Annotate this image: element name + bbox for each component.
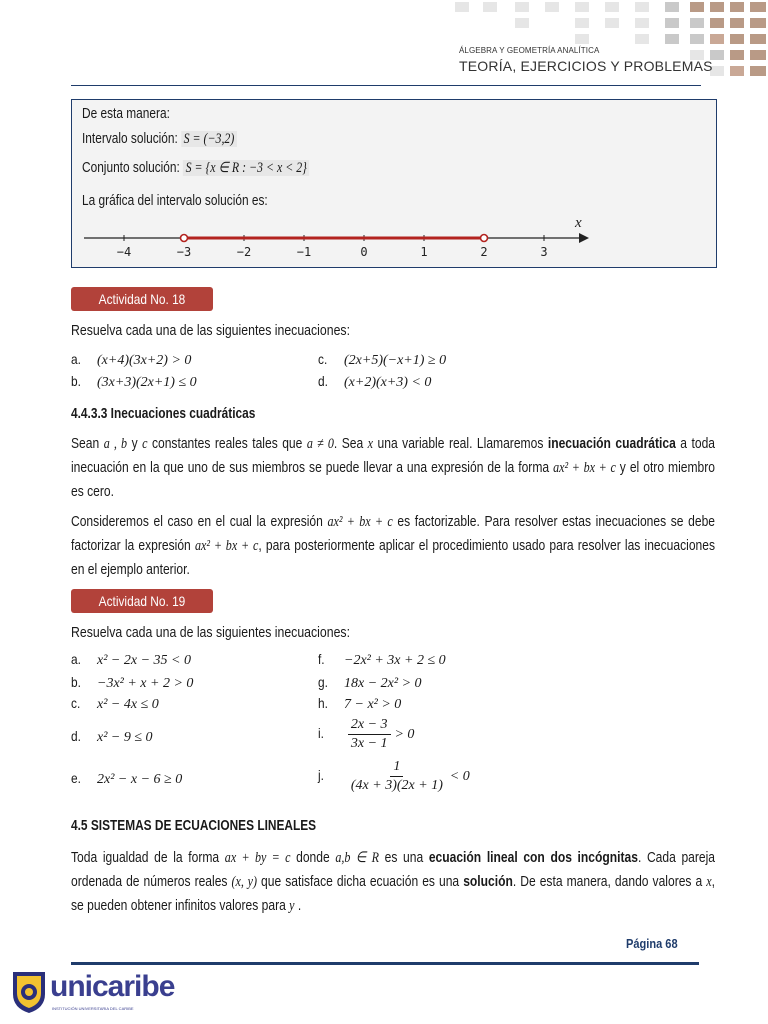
math-run: a,b ∈ R (335, 850, 379, 866)
text-run: que satisface dicha ecuación es una (256, 873, 464, 890)
item-expression: x² − 9 ≤ 0 (97, 730, 153, 745)
math-run: (x, y) (231, 874, 257, 890)
item-label: g. (318, 674, 328, 690)
footer-rule (71, 962, 699, 965)
list-item (71, 695, 159, 713)
item-expression: (3x+3)(2x+1) ≤ 0 (97, 375, 197, 390)
tick-label: −3 (176, 245, 192, 259)
item-label: e. (71, 770, 81, 786)
math-run: x (367, 436, 374, 452)
list-item (318, 351, 446, 369)
solution-box (71, 99, 717, 268)
list-item (318, 651, 446, 669)
activity-19-instruction: Resuelva cada una de las siguientes inecuaciones: (71, 624, 350, 641)
item-expression: (x+4)(3x+2) > 0 (97, 353, 192, 368)
bold-term: ecuación lineal con dos incógnitas (428, 849, 638, 866)
fraction (348, 716, 391, 753)
item-expression: (x+2)(x+3) < 0 (344, 375, 432, 390)
text-run: es una (378, 849, 429, 866)
item-expression: −2x² + 3x + 2 ≤ 0 (344, 653, 446, 668)
text-run: , para posteriormente aplicar el procedimiento usado para resolver las inecuaciones en el ejemplo anterior. (71, 537, 715, 578)
graph-label: La gráfica del intervalo solución es: (82, 193, 268, 209)
text-run: y el otro miembro es cero. (71, 459, 715, 500)
list-item (318, 373, 431, 391)
list-item (318, 695, 401, 713)
paragraph-factorizable (71, 510, 715, 582)
tick-label: −2 (236, 245, 252, 259)
axis-variable: x (575, 215, 582, 231)
set-value: S = {x ∈ R : −3 < x < 2} (183, 160, 309, 176)
item-expression: 18x − 2x² > 0 (344, 676, 422, 691)
fraction-relation: < 0 (449, 769, 470, 785)
list-item (71, 373, 197, 391)
item-label: d. (71, 728, 81, 744)
interval-row (82, 131, 237, 148)
activity-18-instruction: Resuelva cada una de las siguientes inecuaciones: (71, 322, 350, 339)
unicaribe-logo (10, 966, 180, 1016)
shield-icon (10, 968, 48, 1014)
header-squares (445, 0, 768, 50)
list-item (71, 351, 191, 369)
paragraph-linear-equations (71, 846, 715, 918)
fraction-numerator: 1 (390, 758, 403, 777)
tick-label: −1 (296, 245, 312, 259)
activity-19-badge (71, 589, 213, 613)
math-run: ax² + bx + c (553, 460, 616, 476)
math-run: c (142, 436, 148, 452)
tick-label: 2 (480, 245, 488, 259)
list-item (71, 770, 182, 788)
tick-label: 1 (420, 245, 428, 259)
axis-arrow-icon (579, 233, 589, 243)
list-item (318, 716, 414, 753)
fraction-denominator: (4x + 3)(2x + 1) (350, 778, 443, 793)
list-item (71, 674, 193, 692)
item-label: a. (71, 651, 81, 667)
text-run: Toda igualdad de la forma (71, 849, 225, 866)
interval-value: S = (−3,2) (181, 131, 237, 147)
logo-text: unicaribe (50, 970, 175, 1003)
header-decoration (445, 0, 768, 50)
item-label: h. (318, 695, 328, 711)
text-run: constantes reales tales que (147, 435, 307, 452)
item-expression: 2x² − x − 6 ≥ 0 (97, 772, 183, 787)
text-run: es factorizable. Para resolver estas inecuaciones se debe factorizar la expresión (71, 513, 715, 554)
activity-18-badge (71, 287, 213, 311)
fraction-numerator: 2x − 3 (348, 716, 391, 735)
item-label: a. (71, 351, 81, 367)
text-run: . De esta manera, dando valores a (512, 873, 707, 890)
bold-term: inecuación cuadrática (547, 435, 676, 452)
fraction (348, 758, 446, 795)
fraction-denominator: 3x − 1 (350, 736, 388, 751)
text-run: y (127, 435, 143, 452)
list-item (318, 674, 422, 692)
section-heading-4433: 4.4.3.3 Inecuaciones cuadráticas (71, 406, 256, 422)
item-label: c. (318, 351, 328, 367)
math-run: x (706, 874, 712, 890)
activity-18-badge-label: Actividad No. 18 (98, 291, 186, 307)
text-run: donde (290, 849, 336, 866)
number-line (72, 210, 712, 265)
item-expression: (2x+5)(−x+1) ≥ 0 (344, 353, 447, 368)
header-subtitle: ÁLGEBRA Y GEOMETRÍA ANALÍTICA (459, 46, 600, 55)
item-label: b. (71, 373, 81, 389)
item-expression: −3x² + x + 2 > 0 (97, 676, 194, 691)
item-label: b. (71, 674, 81, 690)
item-label: f. (318, 651, 325, 667)
item-label: j. (318, 767, 324, 784)
item-expression: 7 − x² > 0 (344, 697, 402, 712)
activity-19-badge-label: Actividad No. 19 (98, 593, 186, 609)
header-title: TEORÍA, EJERCICIOS Y PROBLEMAS (459, 58, 713, 74)
bold-term: solución (463, 873, 513, 890)
section-heading-45: 4.5 SISTEMAS DE ECUACIONES LINEALES (71, 818, 317, 834)
math-run: y (289, 898, 295, 914)
box-intro: De esta manera: (82, 106, 170, 122)
text-run: una variable real. Llamaremos (373, 435, 548, 452)
text-run: . Sea (333, 435, 368, 452)
math-run: ax² + bx + c (327, 514, 393, 530)
tick-label: 0 (360, 245, 368, 259)
item-expression: x² − 2x − 35 < 0 (97, 653, 191, 668)
logo-subtitle: INSTITUCIÓN UNIVERSITARIA DEL CARIBE (52, 1006, 134, 1011)
list-item (318, 758, 470, 795)
text-run: . (294, 897, 302, 914)
item-label: c. (71, 695, 81, 711)
math-run: ax² + bx + c (194, 538, 259, 554)
list-item (71, 728, 153, 746)
tick-label: −4 (116, 245, 132, 259)
set-label: Conjunto solución: (82, 160, 180, 176)
math-run: ax + by = c (224, 850, 291, 866)
fraction-relation: > 0 (394, 727, 415, 743)
item-expression: x² − 4x ≤ 0 (97, 697, 159, 712)
item-label: i. (318, 725, 324, 742)
paragraph-definition (71, 432, 715, 504)
math-run: a , b (103, 436, 128, 452)
interval-label: Intervalo solución: (82, 131, 178, 147)
header-rule (71, 85, 701, 86)
math-run: a ≠ 0 (306, 436, 334, 452)
page-number: Página 68 (626, 936, 678, 951)
text-run: a toda inecuación en la que uno de sus miembros se puede llevar a una expresión de la forma (71, 435, 716, 476)
text-run: , se pueden obtener infinitos valores para (71, 873, 715, 914)
open-endpoint-left (181, 235, 188, 242)
item-label: d. (318, 373, 328, 389)
text-run: Consideremos el caso en el cual la expresión (71, 513, 328, 530)
text-run: . Cada pareja ordenada de números reales (71, 849, 716, 890)
tick-label: 3 (540, 245, 548, 259)
set-row (82, 160, 309, 177)
text-run: Sean (71, 435, 104, 452)
list-item (71, 651, 191, 669)
open-endpoint-right (481, 235, 488, 242)
